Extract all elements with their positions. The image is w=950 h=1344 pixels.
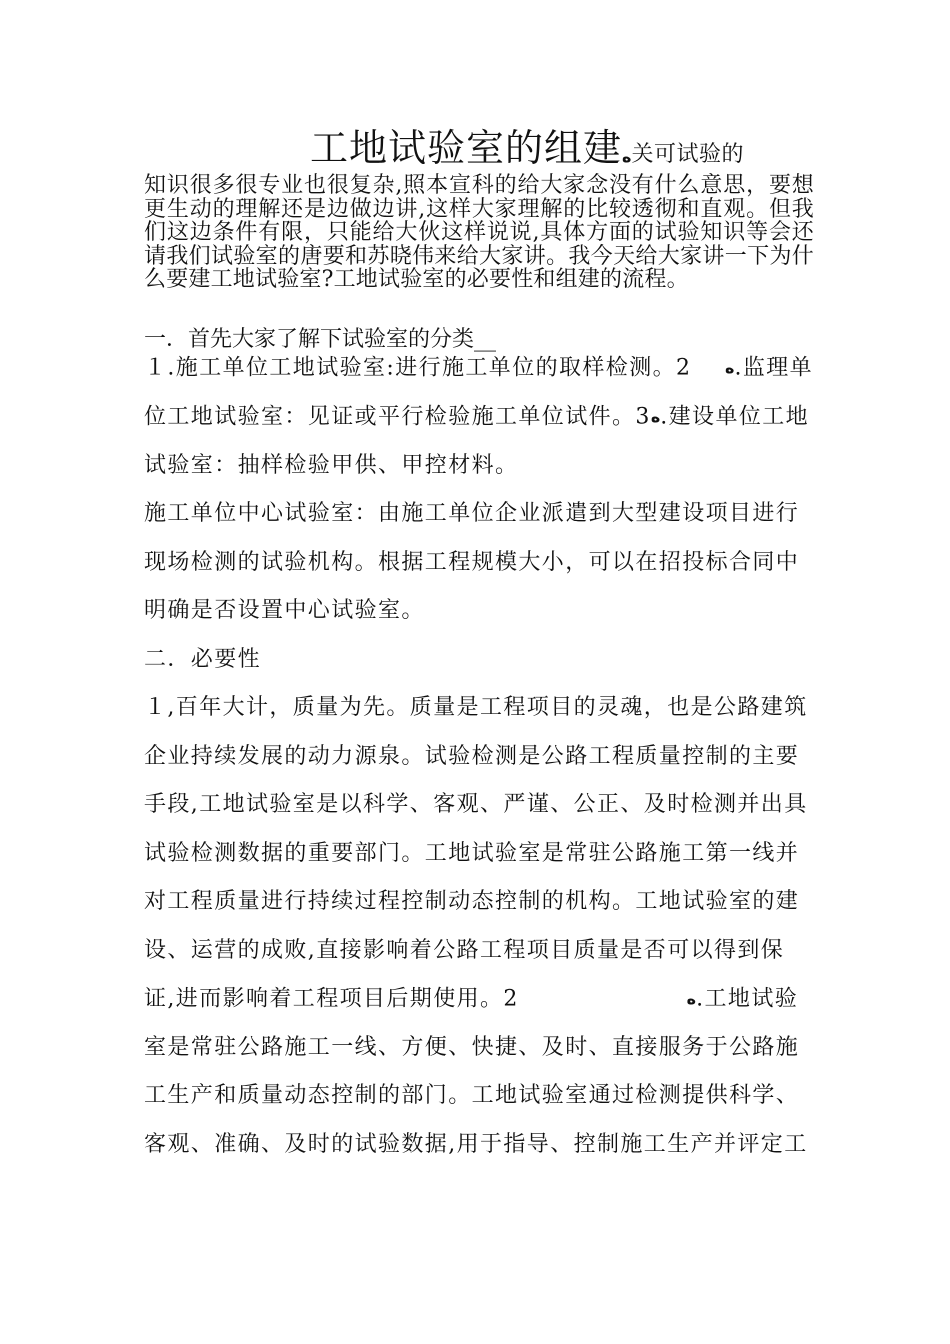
title-line — [144, 122, 814, 174]
intro-first-line-tail: 关可试验的 — [631, 142, 744, 167]
item3-text: .建设单位工地试验室：抽样检验甲供、甲控材料。 — [144, 404, 810, 478]
document-body — [144, 344, 814, 1169]
symbol-glyph: ﻩ — [650, 406, 661, 426]
symbol-glyph: ﻩ — [686, 989, 697, 1008]
section2-paragraph — [144, 684, 814, 1169]
intro-paragraph: 知识很多很专业也很复杂,照本宣科的给大家念没有什么意思，要想更生动的理解还是边做边讲,这样大家理解的比较透彻和直观。但我们这边条件有限，只能给大伙这样说说,具体方面的试验知识等会还请我们试验室的唐要和苏晓伟来给大家讲。我今天给大家讲一下为什么要建工地试验室?工地试验室的必要性和组建的流程。 — [144, 173, 814, 292]
symbol-glyph: ﻩ — [724, 358, 735, 377]
section2-text-b: .工地试验室是常驻公路施工一线、方便、快捷、及时、直接服务于公路施工生产和质量动态控制的部门。工地试验室通过检测提供科学、客观、准确、及时的试验数据,用于指导、控制施工生产并评定工 — [144, 986, 808, 1157]
page-title: 工地试验室的组建 — [310, 126, 623, 170]
central-lab-paragraph: 施工单位中心试验室：由施工单位企业派遣到大型建设项目进行现场检测的试验机构。根据工程规模大小，可以在招投标合同中明确是否设置中心试验室。 — [144, 501, 800, 623]
section2-heading: 二．必要性 — [144, 646, 262, 672]
section1-items — [144, 344, 814, 490]
item1-text: １.施工单位工地试验室:进行施工单位的取样检测。2 — [144, 355, 692, 381]
section1-heading: 一．首先大家了解下试验室的分类__ — [144, 327, 497, 352]
item2-text: .监理单位工地试验室：见证或平行检验施工单位试件。3 — [144, 355, 814, 429]
symbol-glyph: ﻩ — [622, 147, 632, 166]
section2-text-a: １,百年大计，质量为先。质量是工程项目的灵魂，也是公路建筑企业持续发展的动力源泉。试验检测是公路工程质量控制的主要手段,工地试验室是以科学、客观、严谨、公正、及时检测并出具试验检测数据的重要部门。工地试验室是常驻公路施工第一线并对工程质量进行持续过程控制动态控制的机构。工地试验室的建设、运营的成败,直接影响着公路工程项目质量是否可以得到保证,进而影响着工程项目后期使用。2 — [144, 695, 808, 1012]
